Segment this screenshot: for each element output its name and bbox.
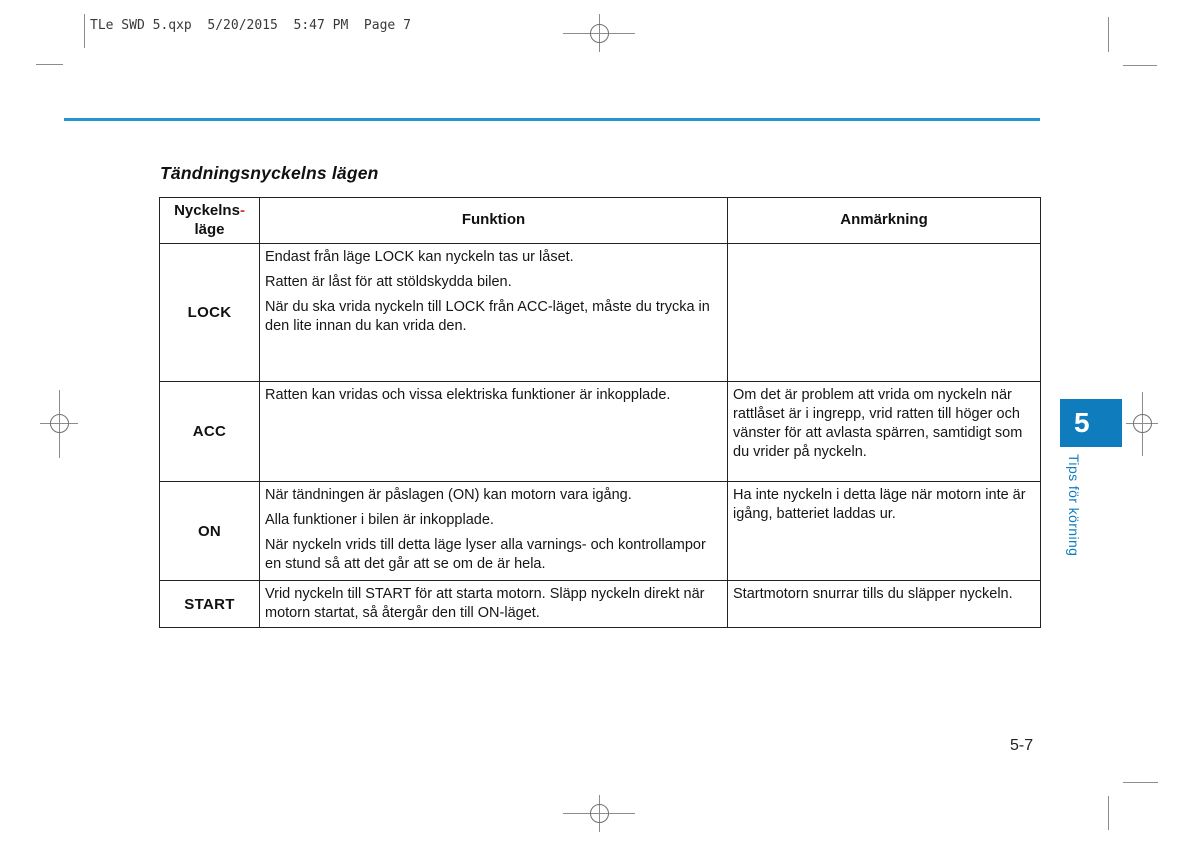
- remark-cell-lock: [728, 244, 1041, 382]
- chapter-number: 5: [1074, 407, 1090, 438]
- function-paragraph: När tändningen är påslagen (ON) kan motorn vara igång.: [265, 487, 632, 503]
- crop-mark-bottom-right-horizontal: [1123, 782, 1158, 783]
- function-paragraph: Vrid nyckeln till START för att starta motorn. Släpp nyckeln direkt när motorn startat, så återgår den till ON-läget.: [265, 586, 705, 621]
- column-header-key-position: [160, 198, 260, 244]
- registration-mark-top-circle: [590, 24, 609, 43]
- table-row-acc: [160, 382, 1041, 482]
- table-row-lock: [160, 244, 1041, 382]
- table-row-start: [160, 581, 1041, 628]
- function-paragraph: Ratten kan vridas och vissa elektriska funktioner är inkopplade.: [265, 387, 671, 403]
- registration-mark-left-circle: [50, 414, 69, 433]
- function-paragraph: När nyckeln vrids till detta läge lyser alla varnings- och kontrollampor en stund så att det går att se om de är hela.: [265, 536, 706, 572]
- remark-paragraph: Om det är problem att vrida om nyckeln när rattlåset är i ingrepp, vrid ratten till höger och vänster för att avlasta spärren, samtidigt som du vrider på nyckeln.: [733, 387, 1023, 460]
- key-header-hyphen: -: [239, 201, 245, 219]
- registration-mark-bottom-circle: [590, 804, 609, 823]
- key-position-label: ACC: [160, 382, 260, 482]
- function-paragraph: Alla funktioner i bilen är inkopplade.: [265, 511, 494, 528]
- column-header-function: Funktion: [260, 198, 728, 244]
- key-header-line2: läge: [194, 220, 225, 238]
- table-header-row: [160, 198, 1041, 244]
- key-header-line1: Nyckelns: [174, 201, 240, 219]
- crop-mark-top-left-horizontal: [36, 64, 63, 65]
- remark-cell-start: [728, 581, 1041, 628]
- function-paragraph: När du ska vrida nyckeln till LOCK från ACC-läget, måste du trycka in den lite innan du kan vrida den.: [265, 298, 710, 334]
- function-cell-start: [260, 581, 728, 628]
- function-cell-acc: [260, 382, 728, 482]
- header-rule: [64, 118, 1040, 121]
- crop-mark-bottom-right-vertical: [1108, 796, 1109, 830]
- crop-mark-top-right-horizontal: [1123, 65, 1157, 66]
- ignition-key-table: [159, 197, 1041, 628]
- column-header-remark: Anmärkning: [728, 198, 1041, 244]
- function-paragraph: Endast från läge LOCK kan nyckeln tas ur låset.: [265, 249, 574, 265]
- key-position-label: LOCK: [160, 244, 260, 382]
- section-title: Tändningsnyckelns lägen: [160, 163, 379, 183]
- remark-paragraph: Startmotorn snurrar tills du släpper nyckeln.: [733, 586, 1013, 602]
- key-position-label: ON: [160, 482, 260, 581]
- remark-cell-on: [728, 482, 1041, 581]
- chapter-tab: [1060, 399, 1122, 447]
- table-row-on: [160, 482, 1041, 581]
- key-position-label: START: [160, 581, 260, 628]
- function-cell-lock: [260, 244, 728, 382]
- chapter-side-label: Tips för körning: [1066, 454, 1082, 557]
- remark-cell-acc: [728, 382, 1041, 482]
- crop-mark-top-left-vertical: [84, 14, 85, 48]
- function-paragraph: Ratten är låst för att stöldskydda bilen.: [265, 273, 512, 290]
- function-cell-on: [260, 482, 728, 581]
- remark-paragraph: Ha inte nyckeln i detta läge när motorn inte är igång, batteriet laddas ur.: [733, 487, 1026, 522]
- proof-header-text: TLe SWD 5.qxp 5/20/2015 5:47 PM Page 7: [90, 18, 411, 33]
- page-number: 5-7: [1010, 737, 1034, 754]
- crop-mark-top-right-vertical: [1108, 17, 1109, 52]
- registration-mark-right-circle: [1133, 414, 1152, 433]
